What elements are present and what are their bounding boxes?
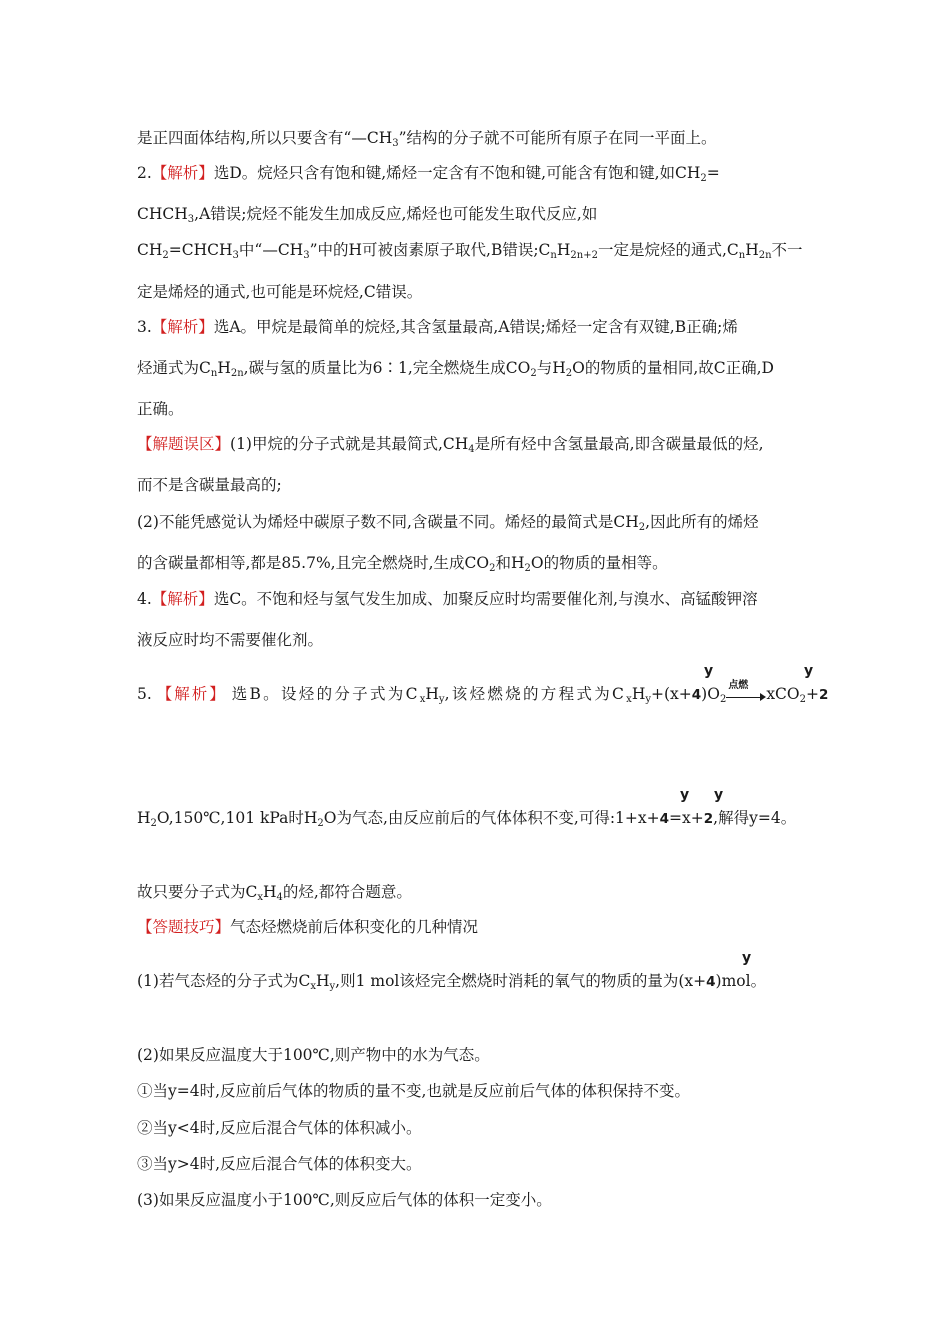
fraction-numerator: y bbox=[680, 787, 690, 803]
technique-line-2-2: ②当y<4时,反应后混合气体的体积减小。 bbox=[137, 1119, 422, 1137]
pitfall-line-3: (2)不能凭感觉认为烯烃中碳原子数不同,含碳量不同。烯烃的最简式是$CH_2$,因此所有的烯烃 bbox=[137, 513, 759, 533]
technique-line-3: (3)如果反应温度小于100℃,则反应后气体的体积一定变小。 bbox=[137, 1191, 552, 1209]
fraction-numerator: y bbox=[704, 663, 714, 679]
question-3-line-2: 烃通式为$C_nH_{2n}$,碳与氢的质量比为6∶1,完全燃烧生成$CO_2$与$H_2O$的物质的量相同,故C正确,D bbox=[137, 359, 774, 379]
question-2-line-1: 2.【解析】选D。烷烃只含有饱和键,烯烃一定含有不饱和键,可能含有饱和键,如$CH_2=$ bbox=[137, 164, 720, 184]
question-5-line-2: $H_2O,150℃,101$ kPa时$H_2O$为气态,由反应前后的气体体积不变,可得:1+x+4=x+2,解得y=4。 bbox=[137, 809, 797, 829]
text-line: 是正四面体结构,所以只要含有“$—CH_3$”结构的分子就不可能所有原子在同一平面上。 bbox=[137, 129, 717, 149]
technique-tag: 【答题技巧】 bbox=[137, 918, 231, 936]
question-3-line-1: 3.【解析】选A。甲烷是最简单的烷烃,其含氢量最高,A错误;烯烃一定含有双键,B正确;烯 bbox=[137, 318, 738, 336]
analysis-tag: 【解析】 bbox=[151, 164, 214, 182]
fraction-numerator: y bbox=[742, 950, 752, 966]
analysis-tag: 【解析】 bbox=[151, 590, 214, 608]
pitfall-line-2: 而不是含碳量最高的; bbox=[137, 476, 282, 494]
question-2-line-2: $CHCH_3,A$错误;烷烃不能发生加成反应,烯烃也可能发生取代反应,如 bbox=[137, 205, 598, 225]
fraction-numerator: y bbox=[804, 663, 814, 679]
pitfall-line-1: 【解题误区】(1)甲烷的分子式就是其最简式$,CH_4$是所有烃中含氢量最高,即含碳量最低的烃, bbox=[137, 435, 764, 455]
fraction-numerator: y bbox=[714, 787, 724, 803]
technique-line-2-3: ③当y>4时,反应后混合气体的体积变大。 bbox=[137, 1155, 422, 1173]
question-2-line-3: $CH_2=CHCH_3$中“$—CH_3$”中的H可被卤素原子取代,B错误$;C_nH_{2n+2}$一定是烷烃的通式$,C_nH_{2n}$不一 bbox=[137, 241, 803, 261]
question-4-line-2: 液反应时均不需要催化剂。 bbox=[137, 631, 324, 649]
technique-line-1: (1)若气态烃的分子式为$C_xH_y$,则1 mol该烃完全燃烧时消耗的氧气的物质的量为(x+4)mol。 bbox=[137, 972, 767, 992]
technique-title: 【答题技巧】气态烃燃烧前后体积变化的几种情况 bbox=[137, 918, 479, 936]
pitfall-line-4: 的含碳量都相等,都是85.7%,且完全燃烧时,生成$CO_2$和$H_2O$的物质的量相等。 bbox=[137, 554, 668, 574]
technique-line-2: (2)如果反应温度大于100℃,则产物中的水为气态。 bbox=[137, 1046, 490, 1064]
question-5-line-1: 5. 【解析】 选B。设烃的分子式为$C_xH_y$,该烃燃烧的方程式为$C_xH_y+(x+4)O_2$ 点燃 xCO$_2$+2 bbox=[137, 680, 829, 705]
technique-line-2-1: ①当y=4时,反应前后气体的物质的量不变,也就是反应前后气体的体积保持不变。 bbox=[137, 1082, 690, 1100]
analysis-tag: 【解析】 bbox=[156, 685, 227, 703]
question-5-line-3: 故只要分子式为$C_xH_4$的烃,都符合题意。 bbox=[137, 883, 412, 903]
question-2-line-4: 定是烯烃的通式,也可能是环烷烃,C错误。 bbox=[137, 283, 423, 301]
question-4-line-1: 4.【解析】选C。不饱和烃与氢气发生加成、加聚反应时均需要催化剂,与溴水、高锰酸钾溶 bbox=[137, 590, 758, 608]
question-3-line-3: 正确。 bbox=[137, 400, 184, 418]
pitfall-tag: 【解题误区】 bbox=[137, 435, 231, 453]
analysis-tag: 【解析】 bbox=[151, 318, 214, 336]
reaction-arrow: 点燃 bbox=[726, 689, 766, 701]
